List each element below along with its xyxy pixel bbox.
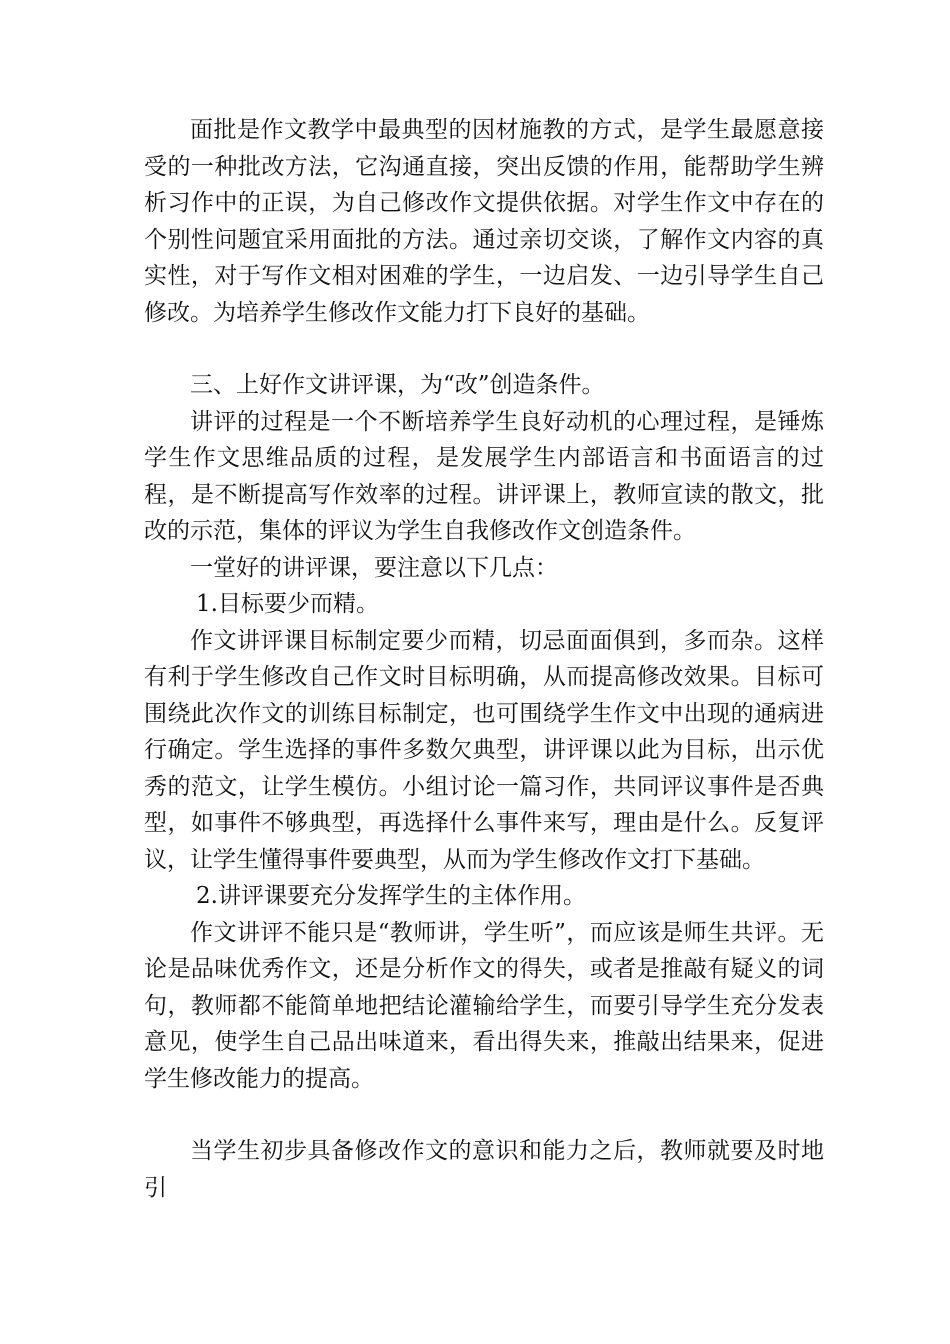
paragraph-point-2-body: 作文讲评不能只是“教师讲，学生听”，而应该是师生共评。无论是品味优秀作文，还是分析作文的得失，或者是推敲有疑义的词句，教师都不能简单地把结论灌输给学生，而要引导学生充分发表意见，使学生自己品出味道来，看出得失来，推敲出结果来，促进学生修改能力的提高。 xyxy=(144,919,824,1092)
paragraph-review-points-intro: 一堂好的讲评课，要注意以下几点： xyxy=(190,554,558,581)
paragraph-continuation: 当学生初步具备修改作文的意识和能力之后，教师就要及时地引 xyxy=(144,1138,824,1201)
section-heading-3: 三、上好作文讲评课，为“改”创造条件。 xyxy=(190,372,605,398)
paragraph-review-process: 讲评的过程是一个不断培养学生良好动机的心理过程，是锤炼学生作文思维品质的过程，是发展学生内部语言和书面语言的过程，是不断提高写作效率的过程。讲评课上，教师宣读的散文，批改的示范，集体的评议为学生自我修改作文创造条件。 xyxy=(144,408,824,544)
paragraph-gap xyxy=(144,331,824,367)
document-page xyxy=(144,112,824,1206)
paragraph-face-to-face-marking: 面批是作文教学中最典型的因材施教的方式，是学生最愿意接受的一种批改方法，它沟通直接，突出反馈的作用，能帮助学生辨析习作中的正误，为自己修改作文提供依据。对学生作文中存在的个别性问题宜采用面批的方法。通过亲切交谈，了解作文内容的真实性，对于写作文相对困难的学生，一边启发、一边引导学生自己修改。为培养学生修改作文能力打下良好的基础。 xyxy=(144,117,824,326)
subheading-point-2: 2.讲评课要充分发挥学生的主体作用。 xyxy=(196,883,586,909)
paragraph-gap xyxy=(144,1097,824,1133)
subheading-point-1: 1.目标要少而精。 xyxy=(196,591,379,617)
paragraph-point-1-body: 作文讲评课目标制定要少而精，切忌面面俱到，多而杂。这样有利于学生修改自己作文时目标明确，从而提高修改效果。目标可围绕此次作文的训练目标制定，也可围绕学生作文中出现的通病进行确定。学生选择的事件多数欠典型，讲评课以此为目标，出示优秀的范文，让学生模仿。小组讨论一篇习作，共同评议事件是否典型，如事件不够典型，再选择什么事件来写，理由是什么。反复评议，让学生懂得事件要典型，从而为学生修改作文打下基础。 xyxy=(144,627,824,873)
